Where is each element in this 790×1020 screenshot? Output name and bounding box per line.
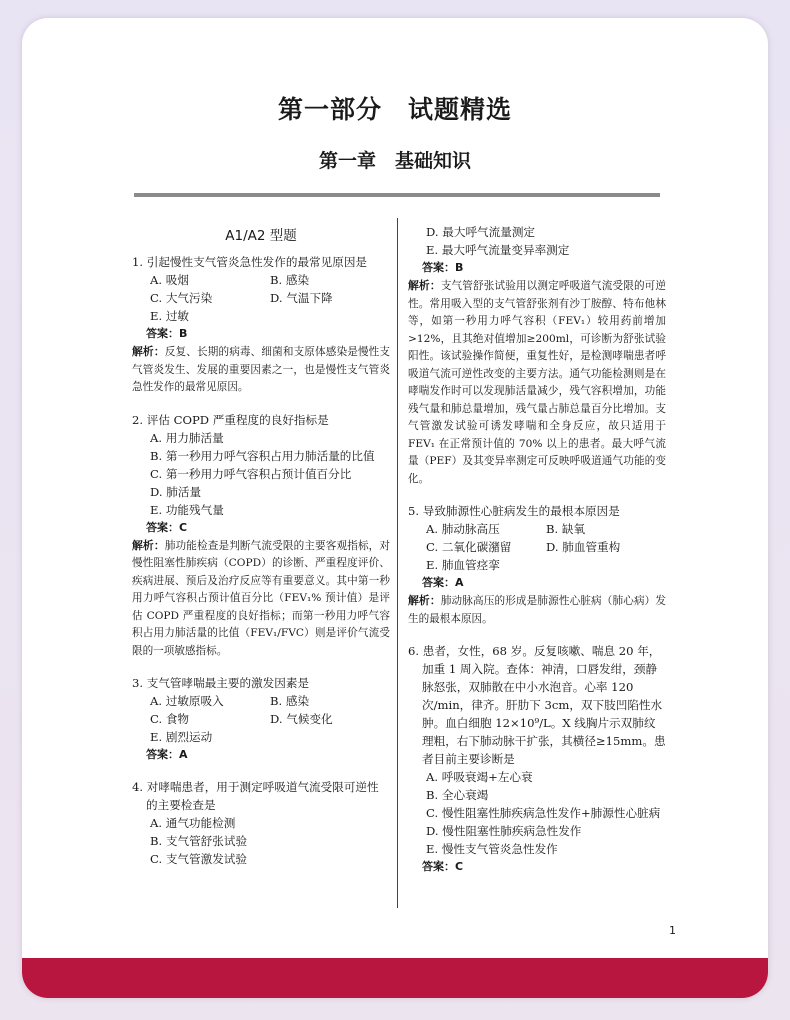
footer-bar xyxy=(22,958,768,998)
option-e: E. 慢性支气管炎急性发作 xyxy=(426,842,558,856)
explanation-label: 解析： xyxy=(408,279,441,292)
option-c: C. 慢性阻塞性肺疾病急性发作+肺源性心脏病 xyxy=(426,806,661,820)
question-4 xyxy=(132,778,390,868)
option-a: A. 肺动脉高压 xyxy=(426,522,500,536)
question-stem: 4. 对哮喘患者，用于测定呼吸道气流受限可逆性的主要检查是 xyxy=(132,780,379,812)
answer-value: B xyxy=(455,261,464,274)
answer-value: A xyxy=(179,748,188,761)
option-b: B. 第一秒用力呼气容积占用力肺活量的比值 xyxy=(150,448,375,463)
option-e: E. 过敏 xyxy=(150,309,190,323)
option-d: D. 气温下降 xyxy=(270,291,333,305)
question-4-continued xyxy=(408,223,666,488)
answer-line xyxy=(408,259,666,277)
header-rule xyxy=(134,193,660,197)
option-e: E. 肺血管痉挛 xyxy=(426,558,500,572)
question-6 xyxy=(408,642,666,876)
option-c: C. 二氧化碳潴留 xyxy=(426,540,512,554)
option-a: A. 吸烟 xyxy=(150,273,189,287)
answer-label: 答案： xyxy=(146,520,179,534)
answer-line xyxy=(132,519,390,537)
option-e: E. 剧烈运动 xyxy=(150,730,213,744)
answer-line xyxy=(408,858,666,876)
option-b: B. 感染 xyxy=(270,694,310,708)
left-column xyxy=(132,227,390,882)
answer-line xyxy=(408,574,666,592)
option-c: C. 第一秒用力呼气容积占预计值百分比 xyxy=(150,466,352,481)
answer-label: 答案： xyxy=(422,860,455,873)
explanation-text: 肺动脉高压的形成是肺源性心脏病（肺心病）发生的最根本原因。 xyxy=(408,595,667,625)
answer-line xyxy=(132,325,390,343)
answer-line xyxy=(132,746,390,764)
option-c: C. 支气管激发试验 xyxy=(150,852,247,866)
option-d: D. 慢性阻塞性肺疾病急性发作 xyxy=(426,824,582,838)
question-1 xyxy=(132,253,390,397)
answer-value: C xyxy=(455,860,464,873)
answer-value: C xyxy=(179,520,188,534)
option-b: B. 全心衰竭 xyxy=(426,788,489,802)
option-b: B. 感染 xyxy=(270,273,310,287)
answer-value: B xyxy=(179,327,188,340)
option-d: D. 肺血管重构 xyxy=(546,540,621,554)
question-stem: 1. 引起慢性支气管炎急性发作的最常见原因是 xyxy=(132,255,368,269)
option-a: A. 用力肺活量 xyxy=(150,430,224,445)
answer-label: 答案： xyxy=(146,327,179,340)
option-c: C. 食物 xyxy=(150,712,190,726)
explanation-label: 解析： xyxy=(132,538,165,552)
part-title: 第一部分 试题精选 xyxy=(277,95,512,124)
option-e: E. 功能残气量 xyxy=(150,502,224,517)
explanation-text: 肺功能检查是判断气流受限的主要客观指标，对慢性阻塞性肺疾病（COPD）的诊断、严重程度评价、疾病进展、预后及治疗反应等有重要意义。其中第一秒用力呼气容积占预计值百分比（FEV₁% 预计值）是评估 COPD 严重程度的良好指标；而第一秒用力呼气容积占用力肺活量的比值（FEV₁/FVC）则是评价气流受限的一项敏感指标。 xyxy=(132,539,391,657)
option-a: A. 通气功能检测 xyxy=(150,816,236,830)
question-5 xyxy=(408,502,666,628)
answer-label: 答案： xyxy=(146,748,179,761)
right-column xyxy=(408,223,666,890)
answer-label: 答案： xyxy=(422,261,455,274)
explanation xyxy=(132,537,390,661)
option-e: E. 最大呼气流量变异率测定 xyxy=(426,243,570,257)
option-d: D. 最大呼气流量测定 xyxy=(426,225,536,239)
explanation-label: 解析： xyxy=(408,594,441,607)
option-a: A. 呼吸衰竭+左心衰 xyxy=(426,770,533,784)
option-b: B. 缺氧 xyxy=(546,522,586,536)
question-2 xyxy=(132,411,390,661)
answer-value: A xyxy=(455,576,464,589)
question-stem: 3. 支气管哮喘最主要的激发因素是 xyxy=(132,676,310,690)
option-d: D. 气候变化 xyxy=(270,712,333,726)
page-number: 1 xyxy=(669,924,676,937)
explanation xyxy=(408,592,666,628)
explanation xyxy=(408,277,666,488)
question-3 xyxy=(132,674,390,764)
question-stem: 5. 导致肺源性心脏病发生的最根本原因是 xyxy=(408,504,620,518)
question-stem: 2. 评估 COPD 严重程度的良好指标是 xyxy=(132,412,329,427)
option-a: A. 过敏原吸入 xyxy=(150,694,224,708)
page-card xyxy=(22,18,768,998)
explanation-text: 支气管舒张试验用以测定呼吸道气流受限的可逆性。常用吸入型的支气管舒张剂有沙丁胺醇、特布他林等，如第一秒用力呼气容积（FEV₁）较用药前增加>12%，且其绝对值增加≥200ml，可诊断为舒张试验阳性。该试验操作简便，重复性好，是检测哮喘患者呼吸道气流可逆性改变的主要方法。通气功能检测则是在哮喘发作时可以发现肺活量减少，残气容积增加，功能残气量和肺总量增加，残气量占肺总量百分比增加。支气管激发试验可诱发哮喘和全身反应，故只适用于 FEV₁ 在正常预计值的 70% 以上的患者。最大呼气流量（PEF）及其变异率测定可反映呼吸道通气功能的变化。 xyxy=(408,280,667,485)
option-d: D. 肺活量 xyxy=(150,484,202,499)
explanation-label: 解析： xyxy=(132,345,165,358)
section-title: A1/A2 型题 xyxy=(225,228,297,244)
column-divider xyxy=(397,218,398,908)
answer-label: 答案： xyxy=(422,576,455,589)
explanation-text: 反复、长期的病毒、细菌和支原体感染是慢性支气管炎发生、发展的重要因素之一，也是慢性支气管炎急性发作的最常见原因。 xyxy=(132,346,391,393)
option-b: B. 支气管舒张试验 xyxy=(150,834,248,848)
chapter-title: 第一章 基础知识 xyxy=(318,150,471,172)
question-stem: 6. 患者，女性，68 岁。反复咳嗽、喘息 20 年，加重 1 周入院。查体：神清，口唇发绀，颈静脉怒张，双肺散在中小水泡音。心率 120 次/min，律齐。肝肋下 3cm，双下肢凹陷性水肿。血白细胞 12×10⁹/L。X 线胸片示双肺纹理粗，右下肺动脉干扩张，其横径≥15mm。患者目前主要诊断是 xyxy=(408,644,666,766)
option-c: C. 大气污染 xyxy=(150,291,213,305)
explanation xyxy=(132,343,390,397)
